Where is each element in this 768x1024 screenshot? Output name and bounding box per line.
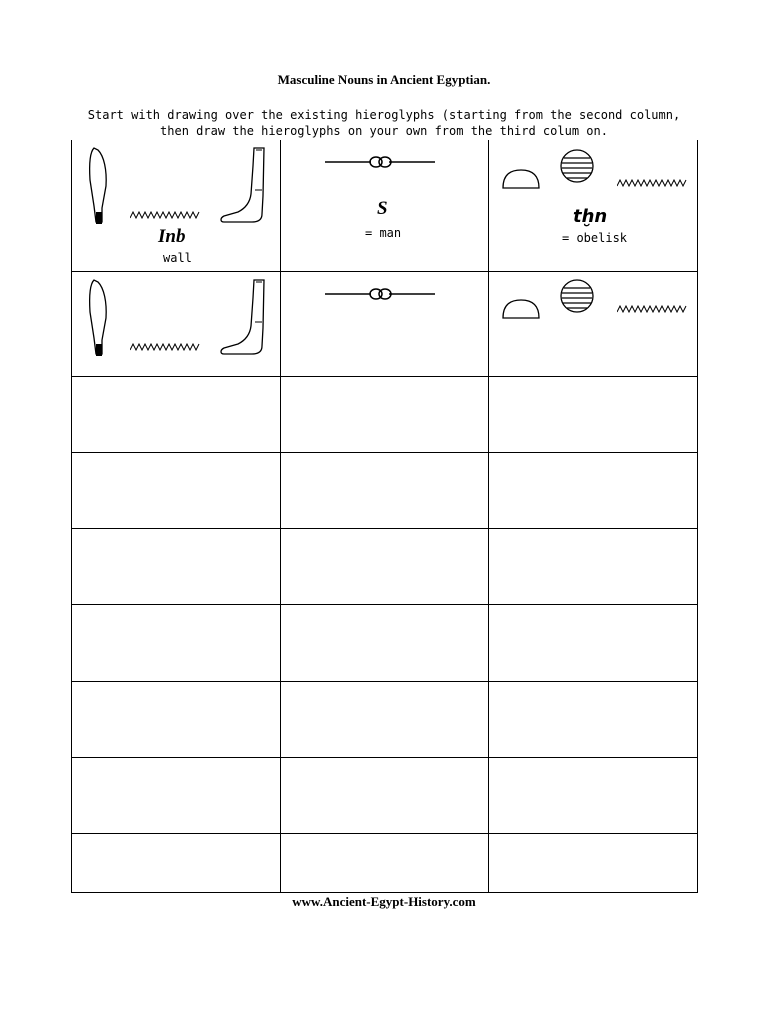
practice-cell[interactable] (489, 757, 698, 833)
transliteration-inb: Inb (158, 226, 186, 247)
meaning-wall: wall (163, 251, 192, 265)
practice-row (72, 452, 698, 528)
trace-cell-obelisk[interactable] (489, 271, 698, 376)
leg-foot-icon (218, 278, 268, 356)
practice-row (72, 604, 698, 681)
practice-cell[interactable] (72, 604, 281, 681)
practice-cell[interactable] (281, 376, 489, 452)
practice-cell[interactable] (281, 604, 489, 681)
transliteration-thn: tḫn (573, 206, 608, 227)
practice-cell[interactable] (281, 528, 489, 604)
practice-cell[interactable] (489, 452, 698, 528)
practice-row (72, 833, 698, 892)
reed-leaf-icon (86, 146, 112, 228)
practice-cell[interactable] (72, 757, 281, 833)
door-bolt-icon (325, 286, 435, 302)
tracing-row (72, 271, 698, 376)
practice-cell[interactable] (489, 681, 698, 757)
trace-cell-wall[interactable] (72, 271, 281, 376)
page-title: Masculine Nouns in Ancient Egyptian. (277, 72, 491, 87)
practice-row (72, 376, 698, 452)
trace-cell-man[interactable] (281, 271, 489, 376)
water-ripple-icon (130, 342, 200, 352)
reed-leaf-icon (86, 278, 112, 360)
practice-cell[interactable] (281, 757, 489, 833)
practice-cell[interactable] (72, 681, 281, 757)
meaning-man: = man (365, 226, 402, 240)
practice-row (72, 681, 698, 757)
practice-cell[interactable] (72, 833, 281, 892)
practice-cell[interactable] (489, 376, 698, 452)
practice-cell[interactable] (281, 833, 489, 892)
practice-cell[interactable] (72, 528, 281, 604)
cell-man (281, 140, 489, 271)
leg-foot-icon (218, 146, 268, 224)
practice-cell[interactable] (489, 604, 698, 681)
example-row (72, 140, 698, 271)
placenta-sieve-icon (559, 278, 595, 314)
practice-cell[interactable] (489, 833, 698, 892)
bread-loaf-icon (501, 168, 541, 190)
cell-wall (72, 140, 281, 271)
water-ripple-icon (617, 178, 689, 188)
practice-cell[interactable] (281, 452, 489, 528)
practice-cell[interactable] (489, 528, 698, 604)
bread-loaf-icon (501, 298, 541, 320)
practice-cell[interactable] (72, 376, 281, 452)
practice-cell[interactable] (281, 681, 489, 757)
transliteration-s: S (377, 198, 388, 219)
door-bolt-icon (325, 154, 435, 170)
worksheet-table (71, 140, 698, 893)
practice-row (72, 528, 698, 604)
water-ripple-icon (617, 304, 689, 314)
water-ripple-icon (130, 210, 200, 220)
meaning-obelisk: = obelisk (562, 231, 628, 245)
placenta-sieve-icon (559, 148, 595, 184)
footer-url: www.Ancient-Egypt-History.com (292, 894, 476, 909)
practice-cell[interactable] (72, 452, 281, 528)
cell-obelisk (489, 140, 698, 271)
practice-row (72, 757, 698, 833)
instructions-text: Start with drawing over the existing hieroglyphs (starting from the second column, then draw the hieroglyphs on your own from the third colum on. (87, 108, 681, 138)
